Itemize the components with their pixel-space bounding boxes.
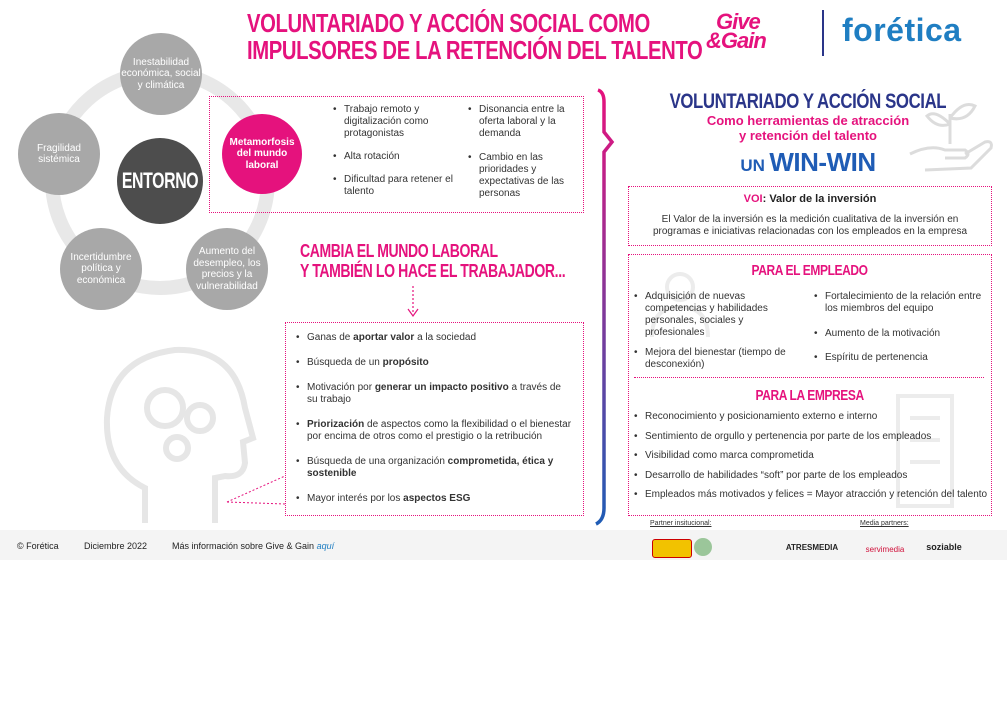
partner-label: Partner insitucional: — [650, 520, 712, 527]
metamorfosis-circle: Metamorfosis del mundo laboral — [222, 114, 302, 194]
list-item: • Dificultad para retener el talento — [333, 174, 455, 198]
voi-text: El Valor de la inversión es la medición cualitativa de la inversión en programas e iniciativas relacionadas con los empleados en la empresa — [652, 214, 968, 237]
plant-hand-icon — [905, 84, 995, 174]
empresa-title: PARA LA EMPRESA — [755, 387, 865, 404]
list-item: • Desarrollo de habilidades “soft” por parte de los empleados — [634, 470, 990, 482]
soziable-logo: soziable — [926, 542, 962, 552]
metamorfosis-list-2 — [468, 104, 578, 200]
footer-copyright: © Forética — [17, 541, 59, 551]
list-item: • Visibilidad como marca comprometida — [634, 450, 990, 462]
list-item: • Adquisición de nuevas competencias y habilidades personales, sociales y profesionales — [634, 291, 804, 339]
empleado-list-2 — [814, 291, 986, 364]
list-item: • Espíritu de pertenencia — [814, 352, 986, 364]
more-info-link[interactable]: aquí — [316, 541, 335, 551]
entorno-center: ENTORNO — [117, 138, 203, 224]
right-heading: VOLUNTARIADO Y ACCIÓN SOCIAL Como herramientas de atracción y retención del talento UN WIN-WIN — [628, 90, 988, 178]
node-incertidumbre: Incertidumbre política y económica — [60, 228, 142, 310]
give-gain-logo: Give &Gain — [706, 9, 766, 53]
list-item: • Disonancia entre la oferta laboral y la demanda — [468, 104, 578, 140]
list-item: • Búsqueda de un propósito — [296, 357, 574, 369]
list-item: • Búsqueda de una organización comprometida, ética y sostenible — [296, 456, 574, 480]
list-item: • Cambio en las prioridades y expectativas de las personas — [468, 152, 578, 200]
servimedia-logo: servimedia — [865, 544, 905, 554]
list-item: • Alta rotación — [333, 151, 455, 163]
list-item: • Aumento de la motivación — [814, 328, 986, 340]
footer-date: Diciembre 2022 — [84, 541, 148, 551]
foretica-logo: forética — [842, 12, 962, 48]
page-title: VOLUNTARIADO Y ACCIÓN SOCIAL COMO IMPULSORES DE LA RETENCIÓN DEL TALENTO — [247, 8, 703, 65]
empresa-list — [634, 411, 990, 501]
footer-bar — [0, 530, 1007, 560]
list-item: • Reconocimiento y posicionamiento externo e interno — [634, 411, 990, 423]
ods-logo — [694, 538, 712, 556]
empresa-divider — [634, 377, 984, 378]
node-fragilidad: Fragilidad sistémica — [18, 113, 100, 195]
node-desempleo: Aumento del desempleo, los precios y la vulnerabilidad — [186, 228, 268, 310]
list-item: • Mayor interés por los aspectos ESG — [296, 493, 574, 505]
empleado-list-1 — [634, 291, 804, 371]
media-label: Media partners: — [860, 520, 909, 527]
metamorfosis-list-1 — [333, 104, 455, 198]
worker-list — [296, 332, 574, 505]
atresmedia-logo: ATRESMEDIA — [785, 542, 839, 552]
list-item: • Sentimiento de orgullo y pertenencia por parte de los empleados — [634, 431, 990, 443]
gobierno-logo — [652, 539, 692, 558]
down-arrow-icon — [405, 286, 421, 322]
list-item: • Fortalecimiento de la relación entre los miembros del equipo — [814, 291, 986, 315]
empleado-title: PARA EL EMPLEADO — [751, 262, 869, 279]
logo-divider — [822, 10, 824, 56]
list-item: • Priorización de aspectos como la flexibilidad o el bienestar por encima de otros como el prestigio o la retribución — [296, 419, 574, 443]
list-item: • Motivación por generar un impacto positivo a través de su trabajo — [296, 382, 574, 406]
footer-more: Más información sobre Give & Gain aquí — [172, 541, 335, 551]
node-inestabilidad: Inestabilidad económica, social y climática — [120, 33, 202, 115]
list-item: • Ganas de aportar valor a la sociedad — [296, 332, 574, 344]
gradient-bracket — [590, 88, 620, 528]
voi-title: VOI: Valor de la inversión — [743, 193, 877, 205]
list-item: • Empleados más motivados y felices = Mayor atracción y retención del talento — [634, 489, 990, 501]
winwin-label: UN WIN-WIN — [740, 147, 876, 177]
cambia-heading: CAMBIA EL MUNDO LABORAL Y TAMBIÉN LO HACE EL TRABAJADOR... — [300, 241, 566, 281]
list-item: • Mejora del bienestar (tiempo de desconexión) — [634, 347, 804, 371]
list-item: • Trabajo remoto y digitalización como protagonistas — [333, 104, 455, 140]
